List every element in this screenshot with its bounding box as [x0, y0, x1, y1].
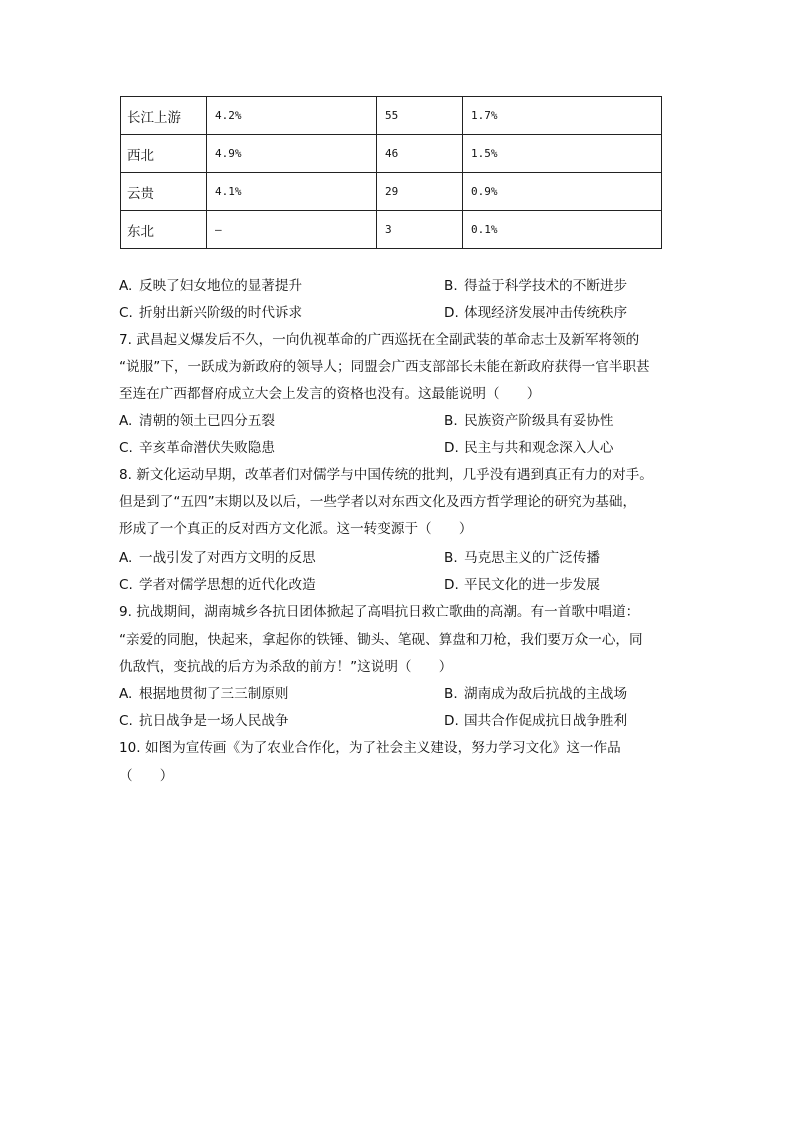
share-cell: 1.7%: [463, 97, 662, 135]
option-letter: A.: [119, 278, 133, 294]
q6-option-d: [444, 301, 627, 321]
option-letter: B.: [444, 278, 458, 294]
q8-stem-line: 8. 新文化运动早期，改革者们对儒学与中国传统的批判，几乎没有遇到真正有力的对手。: [119, 467, 653, 483]
percent-cell: 4.9%: [207, 135, 377, 173]
option-letter: C.: [119, 577, 133, 593]
q9-option-c: [119, 709, 289, 729]
q7-option-d: [444, 436, 614, 456]
q10-answer-blank: （ ）: [119, 768, 174, 784]
count-cell: 29: [377, 173, 463, 211]
q8-stem-line: 但是到了“五四”末期以及以后，一些学者以对东西文化及西方哲学理论的研究为基础，: [119, 494, 637, 510]
q7-stem-line: “说服”下，一跃成为新政府的领导人；同盟会广西支部部长未能在新政府获得一官半职甚: [119, 359, 650, 375]
option-text: 民族资产阶级具有妥协性: [464, 413, 614, 429]
q8-option-c: [119, 573, 316, 593]
share-cell: 1.5%: [463, 135, 662, 173]
option-text: 辛亥革命潜伏失败隐患: [139, 440, 275, 456]
option-letter: A.: [119, 686, 133, 702]
option-letter: B.: [444, 413, 458, 429]
table-row: [121, 135, 662, 173]
q8-stem-line: 形成了一个真正的反对西方文化派。这一转变源于（ ）: [119, 521, 473, 537]
q9-stem-line: 9. 抗战期间，湖南城乡各抗日团体掀起了高唱抗日救亡歌曲的高潮。有一首歌中唱道：: [119, 604, 640, 620]
percent-cell: —: [207, 211, 377, 249]
option-letter: D.: [444, 305, 459, 321]
region-statistics-table: [120, 96, 662, 249]
region-cell: 云贵: [121, 173, 207, 211]
q9-stem-line: 仇敌忾，变抗战的后方为杀敌的前方！”这说明（ ）: [119, 659, 453, 675]
table-row: [121, 173, 662, 211]
q8-option-a: [119, 546, 316, 566]
option-text: 根据地贯彻了三三制原则: [139, 686, 289, 702]
percent-cell: 4.2%: [207, 97, 377, 135]
region-cell: 长江上游: [121, 97, 207, 135]
option-text: 民主与共和观念深入人心: [464, 440, 614, 456]
q7-option-c: [119, 436, 275, 456]
option-letter: A.: [119, 550, 133, 566]
option-letter: D.: [444, 440, 459, 456]
region-cell: 东北: [121, 211, 207, 249]
option-text: 清朝的领土已四分五裂: [139, 413, 275, 429]
option-letter: C.: [119, 440, 133, 456]
q7-option-a: [119, 409, 275, 429]
count-cell: 46: [377, 135, 463, 173]
option-text: 体现经济发展冲击传统秩序: [464, 305, 628, 321]
option-letter: D.: [444, 577, 459, 593]
q7-option-b: [444, 409, 614, 429]
count-cell: 55: [377, 97, 463, 135]
table-row: [121, 211, 662, 249]
option-text: 折射出新兴阶级的时代诉求: [139, 305, 303, 321]
share-cell: 0.1%: [463, 211, 662, 249]
q7-stem-line: 至连在广西都督府成立大会上发言的资格也没有。这最能说明（ ）: [119, 386, 541, 402]
option-letter: A.: [119, 413, 133, 429]
q8-option-b: [444, 546, 600, 566]
option-letter: C.: [119, 305, 133, 321]
q9-option-a: [119, 682, 289, 702]
option-text: 湖南成为敌后抗战的主战场: [464, 686, 628, 702]
option-text: 平民文化的进一步发展: [464, 577, 600, 593]
q6-option-a: [119, 274, 302, 294]
option-text: 国共合作促成抗日战争胜利: [464, 713, 628, 729]
option-letter: D.: [444, 713, 459, 729]
q6-option-c: [119, 301, 302, 321]
option-text: 抗日战争是一场人民战争: [139, 713, 289, 729]
option-text: 得益于科学技术的不断进步: [464, 278, 628, 294]
q9-option-d: [444, 709, 627, 729]
option-letter: B.: [444, 550, 458, 566]
option-text: 一战引发了对西方文明的反思: [139, 550, 316, 566]
option-text: 学者对儒学思想的近代化改造: [139, 577, 316, 593]
option-text: 马克思主义的广泛传播: [464, 550, 600, 566]
q8-option-d: [444, 573, 600, 593]
option-letter: B.: [444, 686, 458, 702]
option-text: 反映了妇女地位的显著提升: [139, 278, 303, 294]
q6-option-b: [444, 274, 627, 294]
count-cell: 3: [377, 211, 463, 249]
q10-stem-line: 10. 如图为宣传画《为了农业合作化，为了社会主义建设，努力学习文化》这一作品: [119, 740, 621, 756]
q9-stem-line: “亲爱的同胞，快起来，拿起你的铁锤、锄头、笔砚、算盘和刀枪，我们要万众一心，同: [119, 632, 643, 648]
q9-option-b: [444, 682, 627, 702]
region-cell: 西北: [121, 135, 207, 173]
share-cell: 0.9%: [463, 173, 662, 211]
option-letter: C.: [119, 713, 133, 729]
percent-cell: 4.1%: [207, 173, 377, 211]
table-row: [121, 97, 662, 135]
q7-stem-line: 7. 武昌起义爆发后不久，一向仇视革命的广西巡抚在全副武装的革命志士及新军将领的: [119, 332, 640, 348]
